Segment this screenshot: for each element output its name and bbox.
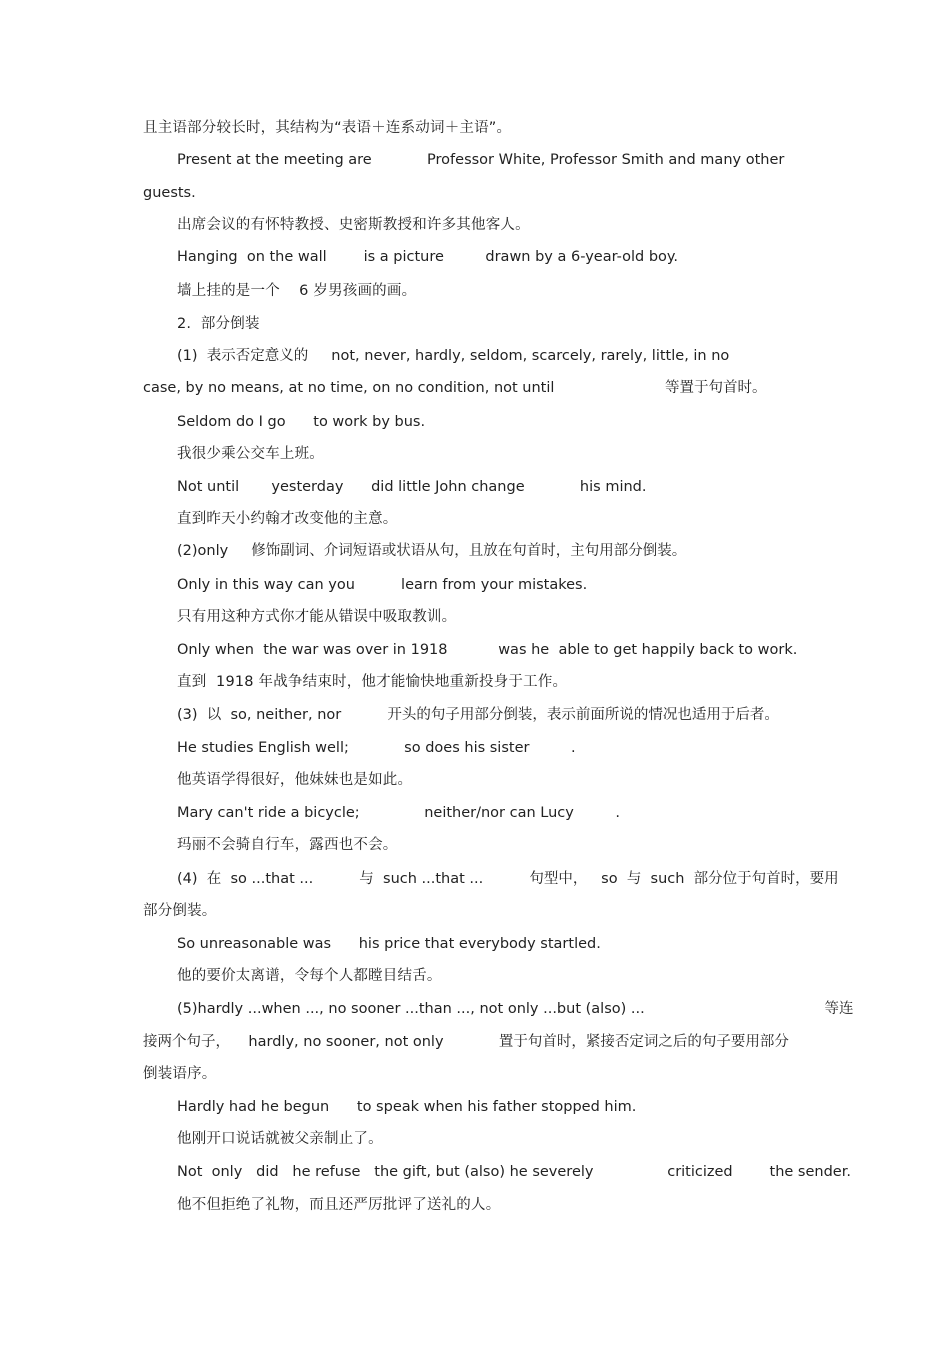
translation: 我很少乘公交车上班。	[177, 446, 324, 462]
section-heading: 2. 部分倒装	[177, 316, 260, 332]
rule-line: 部分倒装。	[143, 903, 217, 919]
example-sentence: Mary can't ride a bicycle; neither/nor can Lucy .	[177, 805, 620, 821]
rule-line: (4) 在 so ...that ... 与 such ...that ... 句型中， so 与 such 部分位于句首时，要用	[177, 871, 839, 887]
rule-line: (2)only 修饰副词、介词短语或状语从句，且放在句首时，主句用部分倒装。	[177, 543, 687, 559]
example-sentence: He studies English well; so does his sister .	[177, 740, 576, 756]
translation: 直到 1918 年战争结束时，他才能愉快地重新投身于工作。	[177, 674, 568, 690]
translation: 玛丽不会骑自行车，露西也不会。	[177, 837, 398, 853]
translation: 他不但拒绝了礼物，而且还严厉批评了送礼的人。	[177, 1197, 501, 1213]
example-sentence: Not only did he refuse the gift, but (also) he severely criticized the sender.	[177, 1164, 851, 1180]
example-sentence: Only when the war was over in 1918 was he able to get happily back to work.	[177, 642, 798, 658]
text-line: 且主语部分较长时，其结构为“表语＋连系动词＋主语”。	[143, 120, 512, 136]
example-sentence: Not until yesterday did little John change his mind.	[177, 479, 647, 495]
translation: 墙上挂的是一个 6 岁男孩画的画。	[177, 283, 417, 299]
translation: 他刚开口说话就被父亲制止了。	[177, 1131, 383, 1147]
rule-line: case, by no means, at no time, on no condition, not until 等置于句首时。	[143, 380, 767, 396]
translation: 他英语学得很好，他妹妹也是如此。	[177, 772, 413, 788]
translation: 出席会议的有怀特教授、史密斯教授和许多其他客人。	[177, 217, 530, 233]
example-sentence: Only in this way can you learn from your mistakes.	[177, 577, 588, 593]
text-line: guests.	[143, 185, 196, 201]
rule-line: (1) 表示否定意义的 not, never, hardly, seldom, scarcely, rarely, little, in no	[177, 348, 730, 364]
rule-line: (3) 以 so, neither, nor 开头的句子用部分倒装，表示前面所说的情况也适用于后者。	[177, 707, 779, 723]
example-sentence: Hanging on the wall is a picture drawn by a 6-year-old boy.	[177, 249, 679, 265]
translation: 只有用这种方式你才能从错误中吸取教训。	[177, 609, 457, 625]
rule-line: 接两个句子， hardly, no sooner, not only 置于句首时，紧接否定词之后的句子要用部分	[143, 1034, 789, 1050]
rule-line: 倒装语序。	[143, 1066, 217, 1082]
translation: 他的要价太离谱，令每个人都瞠目结舌。	[177, 968, 442, 984]
example-sentence: So unreasonable was his price that everybody startled.	[177, 936, 601, 952]
example-sentence: Seldom do I go to work by bus.	[177, 414, 426, 430]
rule-line: (5)hardly ...when ..., no sooner ...than ..., not only ...but (also) ... 等连	[177, 1001, 854, 1017]
example-sentence: Hardly had he begun to speak when his father stopped him.	[177, 1099, 637, 1115]
translation: 直到昨天小约翰才改变他的主意。	[177, 511, 398, 527]
example-sentence: Present at the meeting are Professor White, Professor Smith and many other	[177, 152, 785, 168]
